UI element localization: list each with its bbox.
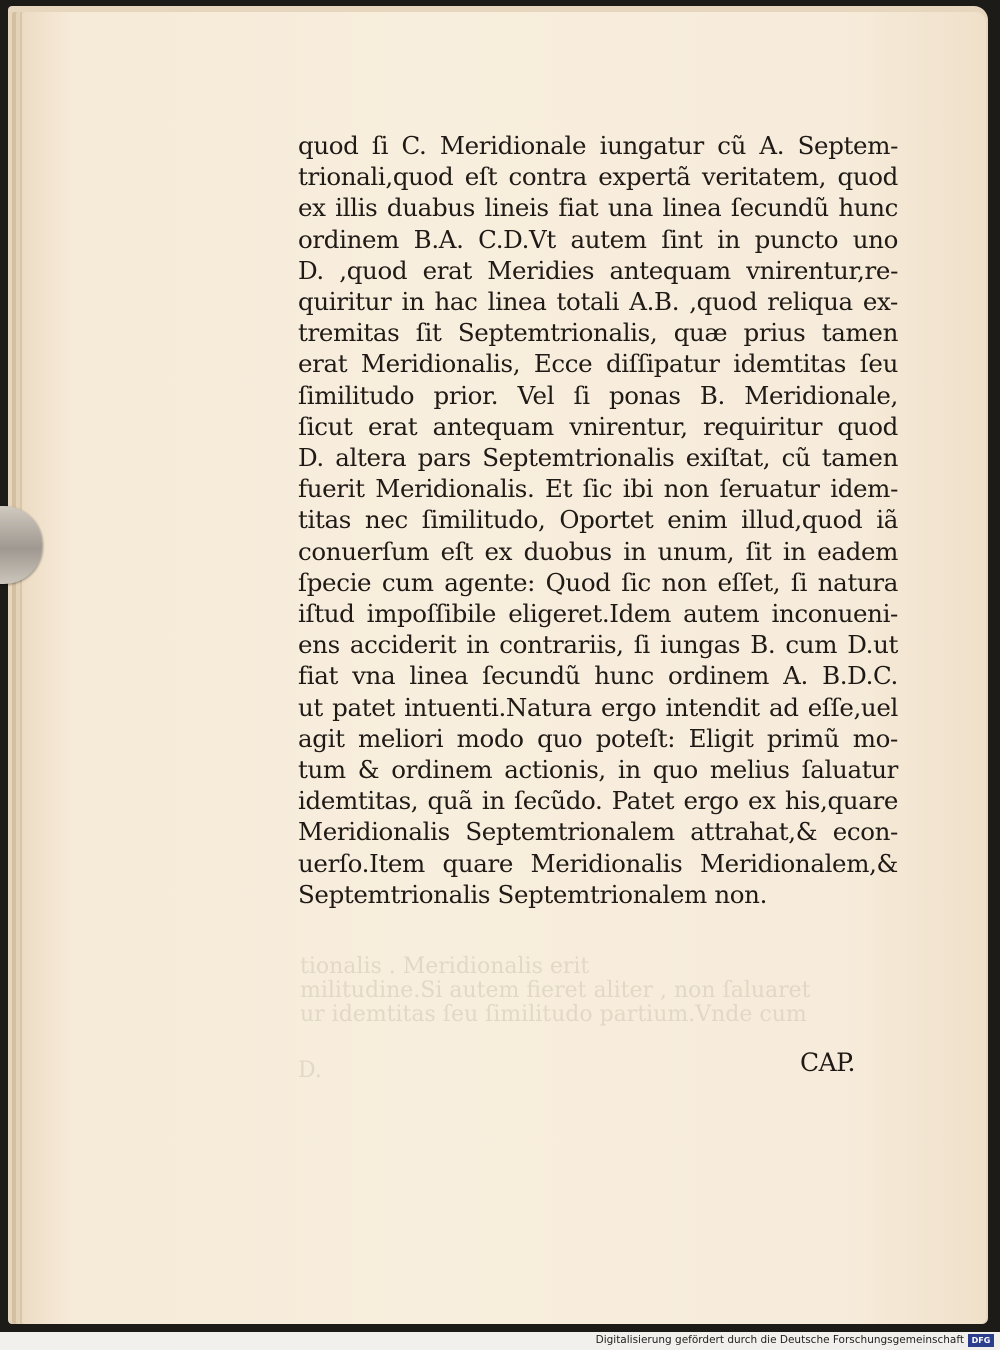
text-line: uerſo.Item quare Meridionalis Meridionalem,&	[298, 848, 898, 878]
show-through-line: D.	[298, 1058, 322, 1083]
text-line: conuerſum eſt ex duobus in unum, ſit in eadem	[298, 536, 898, 566]
text-line: trionali,quod eſt contra expertã veritatem, quod	[298, 162, 898, 192]
text-line: agit meliori modo quo poteſt: Eligit primũ mo-	[298, 723, 898, 753]
text-line: quod ſi C. Meridionale iungatur cũ A. Septem-	[298, 131, 898, 160]
body-text	[298, 130, 898, 910]
text-line: ordinem B.A. C.D.Vt autem ſint in puncto uno	[298, 224, 898, 254]
text-line: ut patet intuenti.Natura ergo intendit ad eſſe,uel	[298, 692, 898, 722]
text-line: tum & ordinem actionis, in quo melius ſaluatur	[298, 755, 898, 785]
text-line: tremitas ſit Septemtrionalis, quæ prius tamen	[298, 318, 898, 348]
show-through-line: militudine.Si autem fieret aliter , non ſaluaret	[300, 978, 811, 1003]
dfg-logo: DFG	[968, 1334, 994, 1347]
text-line: fuerit Meridionalis. Et ſic ibi non ſeruatur idem-	[298, 474, 898, 504]
text-line: Septemtrionalis Septemtrionalem non.	[298, 879, 768, 909]
text-line: ſicut erat antequam vnirentur, requiritur quod	[298, 411, 898, 441]
text-line: D. ,quod erat Meridies antequam vnirentur,re-	[298, 255, 898, 285]
show-through-text	[300, 955, 890, 1027]
text-line: Meridionalis Septemtrionalem attrahat,& econ-	[298, 817, 898, 847]
text-line: fiat vna linea ſecundũ hunc ordinem A. B.D.C.	[298, 661, 898, 691]
show-through-line: ur idemtitas ſeu ſimilitudo partium.Vnde cum	[300, 1002, 807, 1027]
catchword: CAP.	[800, 1048, 855, 1077]
text-line: idemtitas, quã in ſecũdo. Patet ergo ex his,quare	[298, 786, 898, 816]
text-line: ex illis duabus lineis fiat una linea ſecundũ hunc	[298, 193, 898, 223]
text-line: titas nec ſimilitudo, Oportet enim illud,quod iã	[298, 505, 898, 535]
footer-credit: Digitalisierung gefördert durch die Deutsche Forschungsgemeinschaft	[595, 1334, 964, 1346]
text-line: ſpecie cum agente: Quod ſic non eſſet, ſi natura	[298, 567, 898, 597]
text-line: erat Meridionalis, Ecce diſſipatur idemtitas ſeu	[298, 349, 898, 379]
text-line: iſtud impoſſibile eligeret.Idem autem inconueni-	[298, 599, 898, 629]
text-line: ſimilitudo prior. Vel ſi ponas B. Meridionale,	[298, 380, 898, 410]
show-through-line: tionalis . Meridionalis erit	[300, 954, 590, 979]
text-line: quiritur in hac linea totali A.B. ,quod reliqua ex-	[298, 287, 898, 317]
text-line: ens acciderit in contrariis, ſi iungas B. cum D.ut	[298, 630, 898, 660]
text-line: D. altera pars Septemtrionalis exiſtat, cũ tamen	[298, 443, 898, 473]
